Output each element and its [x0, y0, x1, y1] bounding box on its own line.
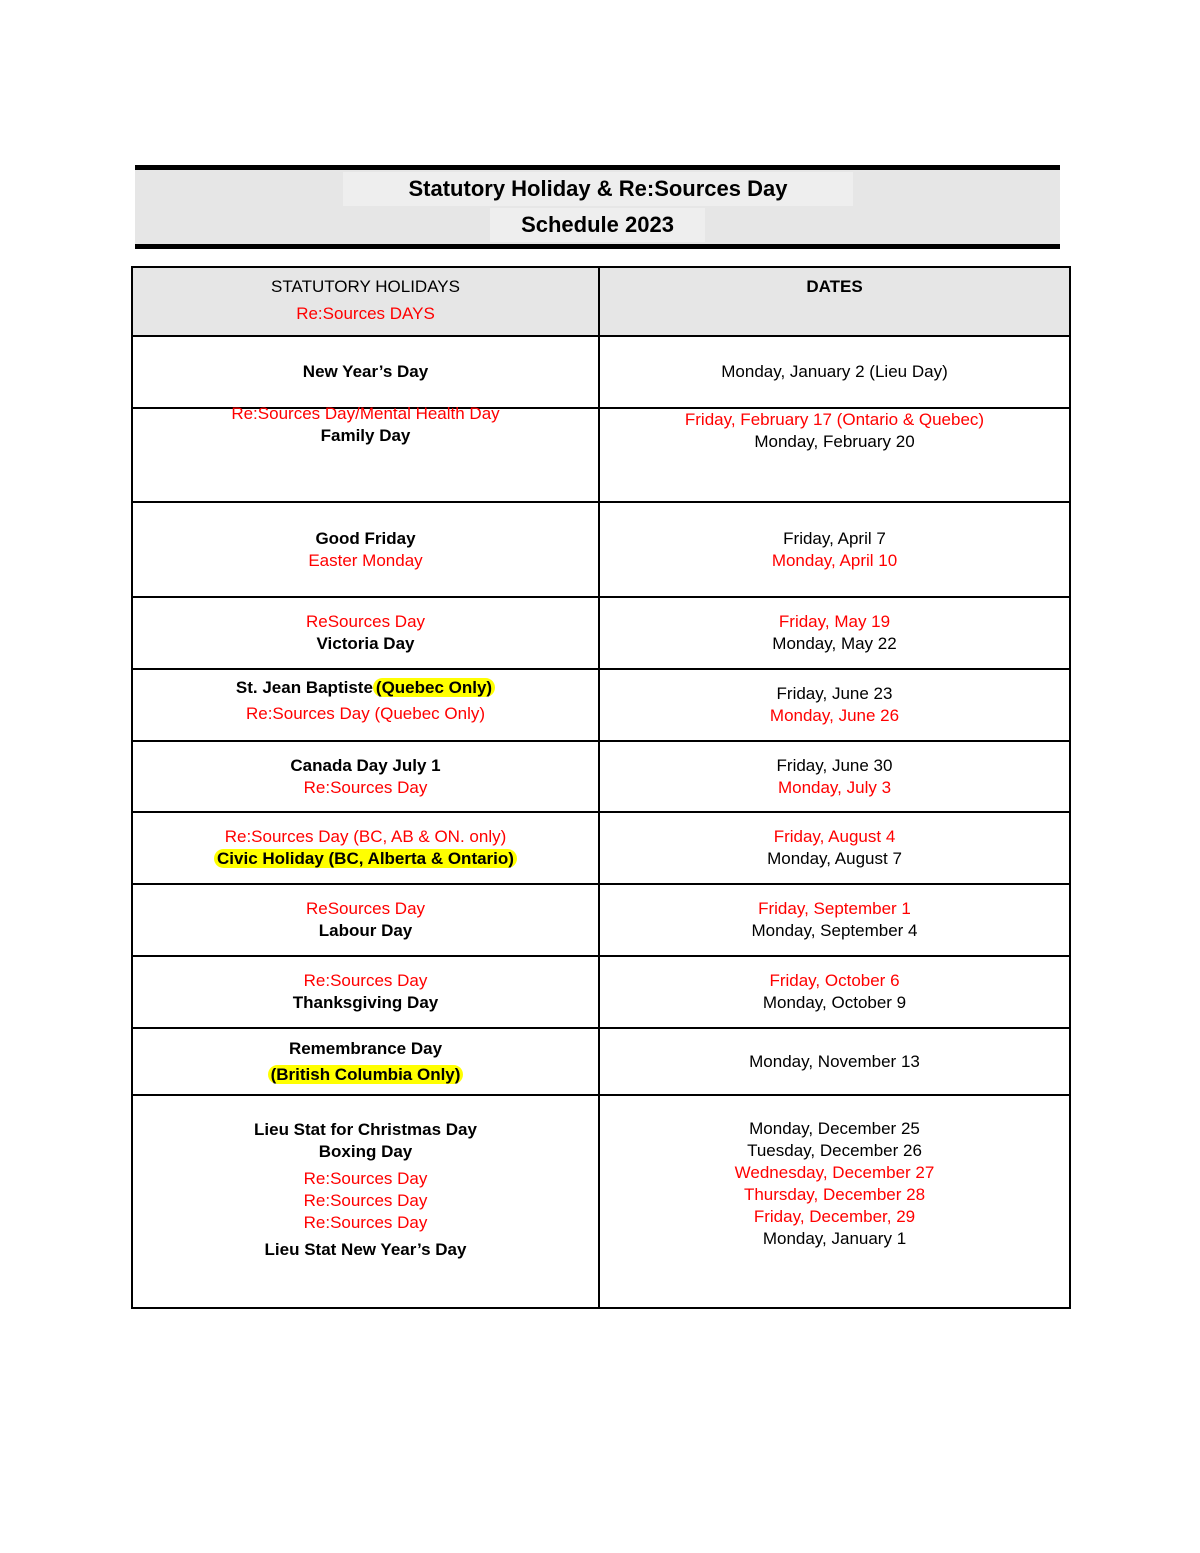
date-text: Friday, June 30 — [776, 755, 893, 775]
date-text: Thursday, December 28 — [743, 1184, 926, 1204]
date-text: Monday, January 1 — [762, 1228, 907, 1248]
date-text: Friday, April 7 — [783, 528, 886, 548]
holiday-cell — [132, 669, 599, 741]
holiday-text: Easter Monday — [308, 550, 423, 570]
holiday-name — [139, 1168, 592, 1190]
holiday-text: Re:Sources Day — [303, 1168, 428, 1188]
table-row — [132, 502, 1070, 597]
holiday-cell — [132, 502, 599, 597]
title-block — [135, 165, 1060, 249]
table-row — [132, 812, 1070, 884]
date-text: Friday, August 4 — [773, 827, 896, 846]
holiday-cell — [132, 812, 599, 884]
holiday-name — [139, 970, 592, 992]
holiday-text: Good Friday — [315, 528, 416, 548]
table-row — [132, 956, 1070, 1028]
date-text: Friday, October 6 — [769, 971, 900, 990]
holiday-cell — [132, 336, 599, 408]
holiday-name — [139, 1239, 592, 1261]
date-text: Monday, December 25 — [749, 1118, 920, 1138]
holiday-name — [139, 1119, 592, 1141]
date-text: Friday, September 1 — [758, 899, 911, 918]
holiday-cell — [132, 956, 599, 1028]
date-text: Monday, July 3 — [777, 777, 892, 797]
holiday-name — [139, 677, 592, 699]
date-text: Monday, June 26 — [769, 706, 900, 725]
date-text: Monday, February 20 — [754, 432, 915, 451]
date-cell — [599, 741, 1070, 812]
holiday-name — [139, 898, 592, 920]
holiday-name — [139, 528, 592, 550]
holiday-name — [139, 703, 592, 725]
holiday-name — [139, 920, 592, 942]
date-text: Monday, October 9 — [762, 993, 907, 1012]
holiday-name — [139, 611, 592, 633]
date-cell — [599, 597, 1070, 669]
document-title: Statutory Holiday & Re:Sources Day — [343, 172, 853, 206]
holiday-name — [139, 403, 592, 425]
date-cell — [599, 669, 1070, 741]
date-cell — [599, 1028, 1070, 1095]
header-dates-label: DATES — [806, 277, 863, 296]
holiday-name — [139, 992, 592, 1014]
header-dates — [599, 267, 1070, 336]
holiday-name — [139, 550, 592, 572]
date-text: Friday, June 23 — [776, 684, 893, 703]
date-text: Friday, December, 29 — [753, 1206, 916, 1226]
holiday-name — [139, 425, 592, 447]
date-cell — [599, 812, 1070, 884]
table-row — [132, 741, 1070, 812]
date-text: Monday, November 13 — [749, 1051, 920, 1071]
date-text: Monday, September 4 — [751, 921, 918, 940]
date-text: Monday, April 10 — [771, 550, 898, 570]
header-holidays-label: STATUTORY HOLIDAYS — [271, 277, 460, 296]
holiday-text: New Year’s Day — [302, 362, 429, 381]
holiday-name — [139, 633, 592, 655]
holiday-text: Thanksgiving Day — [292, 993, 439, 1012]
holiday-text: Re:Sources Day — [303, 1212, 428, 1232]
header-holidays — [132, 267, 599, 336]
holiday-name — [139, 777, 592, 799]
holiday-text: Victoria Day — [316, 634, 415, 653]
holiday-cell — [132, 1028, 599, 1095]
date-text: Friday, May 19 — [778, 612, 891, 631]
holiday-name — [139, 848, 592, 870]
date-text: Wednesday, December 27 — [734, 1162, 935, 1182]
header-resources-label: Re:Sources DAYS — [296, 304, 435, 323]
date-cell — [599, 1095, 1070, 1308]
holiday-text: Civic Holiday (BC, Alberta & Ontario) — [214, 849, 517, 868]
date-cell — [599, 956, 1070, 1028]
date-text: Tuesday, December 26 — [747, 1140, 922, 1160]
table-row — [132, 884, 1070, 956]
holiday-text: ReSources Day — [305, 612, 426, 631]
province-note: (Quebec Only) — [373, 678, 495, 697]
date-cell — [599, 502, 1070, 597]
holiday-text: Family Day — [320, 426, 411, 445]
holiday-name — [139, 361, 592, 383]
date-cell — [599, 336, 1070, 408]
holiday-text: Lieu Stat New Year’s Day — [264, 1239, 467, 1259]
date-text: Friday, February 17 (Ontario & Quebec) — [684, 410, 985, 429]
date-text: Monday, January 2 (Lieu Day) — [721, 362, 948, 381]
table-row — [132, 336, 1070, 408]
date-cell — [599, 884, 1070, 956]
holiday-text: Re:Sources Day/Mental Health Day — [231, 404, 500, 423]
holiday-text: Labour Day — [318, 921, 413, 940]
holiday-text: Boxing Day — [318, 1141, 413, 1161]
holiday-name — [139, 1038, 592, 1060]
table-header-row — [132, 267, 1070, 336]
holiday-name — [139, 1212, 592, 1234]
table-row — [132, 1028, 1070, 1095]
holiday-text: Re:Sources Day — [303, 971, 428, 990]
holiday-cell — [132, 597, 599, 669]
holiday-name — [139, 1141, 592, 1163]
table-row — [132, 597, 1070, 669]
holiday-cell — [132, 884, 599, 956]
holiday-name — [139, 1064, 592, 1086]
holiday-cell — [132, 404, 599, 502]
table-row — [132, 669, 1070, 741]
date-text: Monday, August 7 — [767, 849, 902, 868]
holiday-text: Lieu Stat for Christmas Day — [254, 1119, 477, 1139]
holiday-text: St. Jean Baptiste — [235, 678, 373, 697]
holiday-name — [139, 1190, 592, 1212]
holiday-text: ReSources Day — [305, 899, 426, 918]
holiday-text: Re:Sources Day (BC, AB & ON. only) — [224, 827, 507, 846]
holiday-text: Remembrance Day — [288, 1038, 443, 1058]
table-row — [132, 1095, 1070, 1308]
holiday-text: Re:Sources Day — [303, 777, 428, 797]
holiday-text: Re:Sources Day — [303, 1190, 428, 1210]
document-subtitle: Schedule 2023 — [490, 208, 705, 242]
holiday-text: Canada Day July 1 — [290, 755, 441, 775]
date-cell — [599, 408, 1070, 502]
holiday-schedule-table — [131, 266, 1071, 1309]
holiday-text: (British Columbia Only) — [268, 1065, 464, 1084]
date-text: Monday, May 22 — [772, 634, 897, 653]
holiday-name — [139, 826, 592, 848]
holiday-cell — [132, 1095, 599, 1308]
holiday-text: Re:Sources Day (Quebec Only) — [245, 704, 486, 723]
table-body — [132, 336, 1070, 1308]
holiday-name — [139, 755, 592, 777]
holiday-cell — [132, 741, 599, 812]
table-row — [132, 408, 1070, 502]
